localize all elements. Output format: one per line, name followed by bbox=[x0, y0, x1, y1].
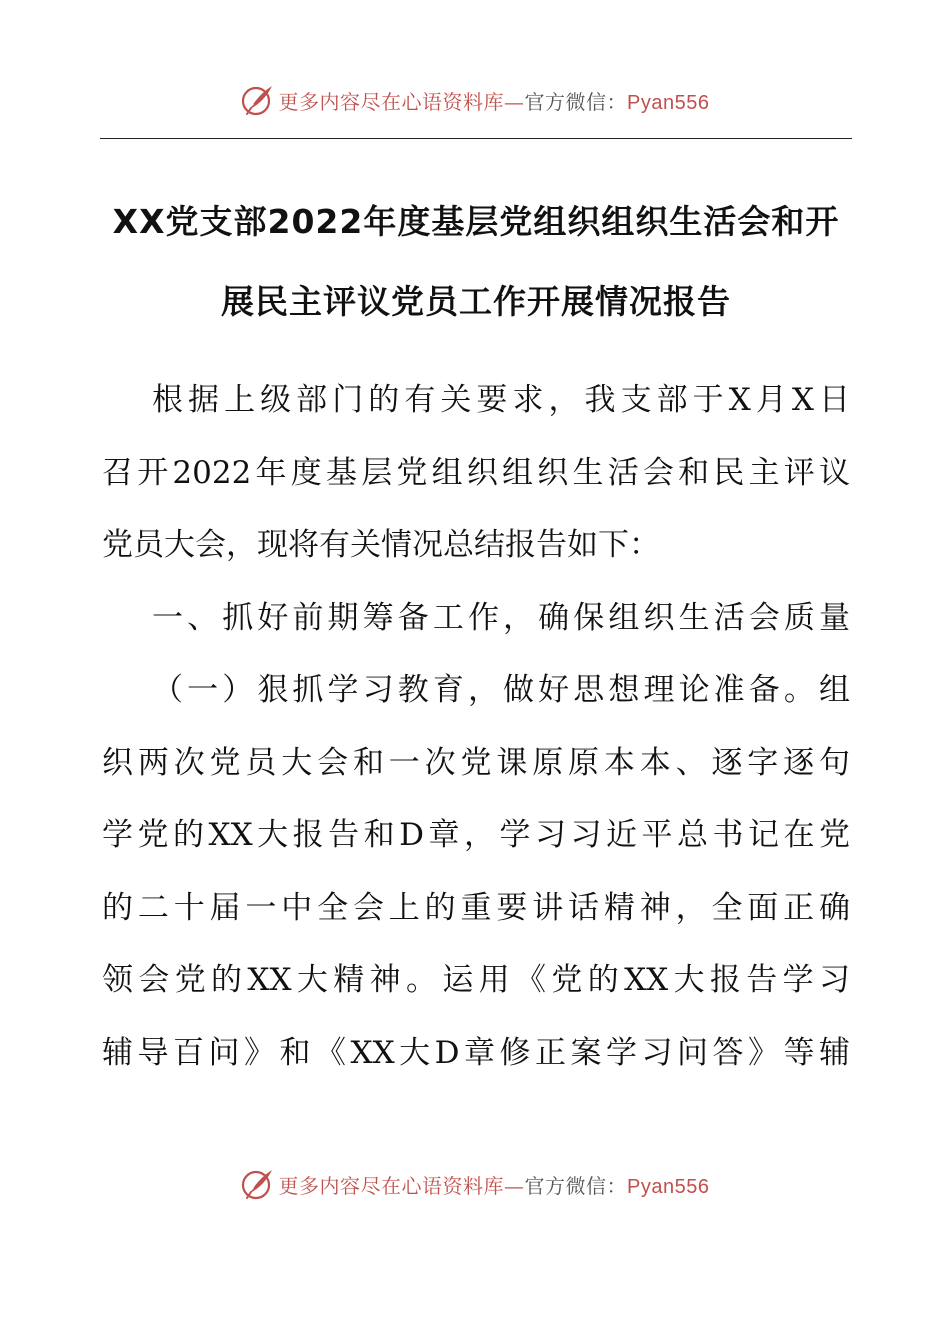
header-brand-text bbox=[279, 86, 710, 115]
document-title bbox=[100, 182, 852, 342]
body-line: 党员大会，现将有关情况总结报告如下： bbox=[102, 527, 660, 563]
footer-brand-label: 更多内容尽在心语资料库— bbox=[278, 1173, 525, 1198]
body-line: 召开2022年度基层党组织组织生活会和民主评议 bbox=[102, 454, 850, 491]
header-banner bbox=[0, 76, 950, 124]
body-line: 的二十届一中全会上的重要讲话精神，全面正确 bbox=[102, 889, 850, 926]
footer-brand-text bbox=[279, 1170, 710, 1199]
header-wechat-label: 官方微信： bbox=[524, 89, 628, 114]
title-line-2: 展民主评议党员工作开展情况报告 bbox=[221, 282, 731, 321]
body-line: 辅导百问》和《XX大D章修正案学习问答》等辅 bbox=[102, 1034, 850, 1071]
quill-pen-logo-icon bbox=[241, 83, 275, 117]
body-line: 根据上级部门的有关要求，我支部于X月X日 bbox=[152, 382, 850, 418]
header-wechat-id: Pyan556 bbox=[627, 91, 710, 114]
header-brand-label: 更多内容尽在心语资料库— bbox=[278, 89, 525, 114]
quill-pen-logo-icon bbox=[241, 1167, 275, 1201]
footer-banner bbox=[0, 1160, 950, 1208]
header-divider bbox=[100, 138, 852, 139]
body-line: （一）狠抓学习教育，做好思想理论准备。组 bbox=[152, 672, 850, 708]
title-line-1: XX党支部2022年度基层党组织组织生活会和开 bbox=[112, 202, 840, 241]
body-line: 领会党的XX大精神。运用《党的XX大报告学习 bbox=[102, 962, 850, 998]
footer-wechat-label: 官方微信： bbox=[524, 1173, 628, 1198]
body-line: 学党的XX大报告和D章，学习习近平总书记在党 bbox=[102, 817, 850, 853]
body-line: 织两次党员大会和一次党课原原本本、逐字逐句 bbox=[102, 744, 850, 781]
document-body bbox=[102, 364, 850, 1089]
section-heading: 一、抓好前期筹备工作，确保组织生活会质量 bbox=[152, 599, 850, 636]
footer-wechat-id: Pyan556 bbox=[627, 1175, 710, 1198]
